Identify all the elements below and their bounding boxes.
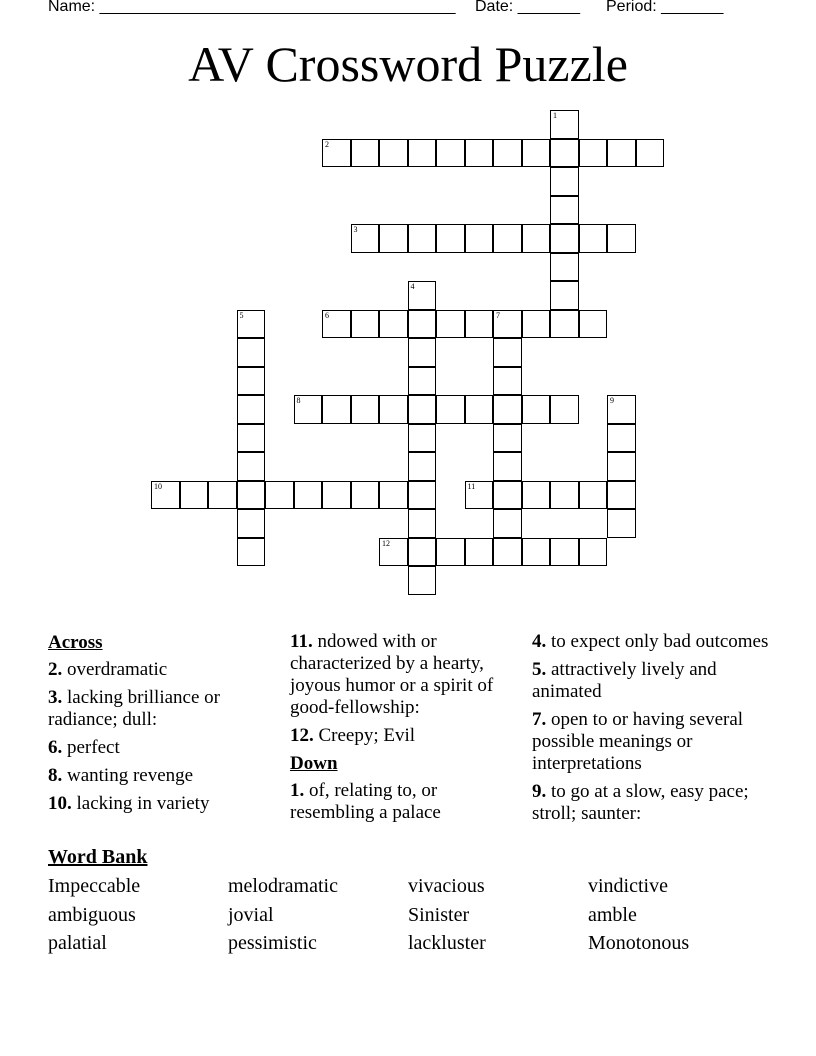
clue-down-1: 1. of, relating to, or resembling a palace [290, 780, 441, 823]
crossword-cell[interactable] [607, 424, 636, 453]
crossword-cell[interactable] [436, 310, 465, 339]
word-bank-item: Monotonous [588, 932, 690, 954]
crossword-cell[interactable] [493, 452, 522, 481]
crossword-cell[interactable] [351, 481, 380, 510]
crossword-cell[interactable] [379, 310, 408, 339]
date-field-label: Date: _______ [475, 0, 580, 15]
clue-number-label: 8 [296, 396, 301, 405]
crossword-cell[interactable] [408, 281, 437, 310]
crossword-cell[interactable] [322, 139, 351, 168]
period-field-label: Period: _______ [606, 0, 724, 15]
crossword-cell[interactable] [379, 139, 408, 168]
crossword-cell[interactable] [607, 481, 636, 510]
clue-across-3: 3. lacking brilliance or radiance; dull: [48, 687, 220, 730]
down-heading: Down [290, 753, 338, 774]
clue-across-10: 10. lacking in variety [48, 793, 210, 814]
crossword-cell[interactable] [522, 139, 551, 168]
crossword-cell[interactable] [237, 424, 266, 453]
crossword-cell[interactable] [465, 481, 494, 510]
crossword-cell[interactable] [294, 481, 323, 510]
clue-across-11: 11. ndowed with or characterized by a hearty, joyous humor or a spirit of good-fellowship: [290, 631, 494, 718]
clue-number-label: 7 [496, 310, 500, 320]
crossword-cell[interactable] [579, 139, 608, 168]
crossword-cell[interactable] [607, 224, 636, 253]
clue-across-8: 8. wanting revenge [48, 765, 194, 786]
crossword-cell[interactable] [351, 224, 380, 253]
clue-number-label: 2 [325, 139, 329, 149]
crossword-cell[interactable] [550, 310, 579, 339]
crossword-cell[interactable] [237, 509, 266, 538]
across-heading: Across [48, 632, 103, 653]
crossword-cell[interactable] [493, 310, 522, 339]
crossword-cell[interactable] [493, 538, 522, 567]
word-bank-item: jovial [228, 904, 274, 926]
clue-number-label: 5 [239, 310, 244, 320]
crossword-cell[interactable] [493, 367, 522, 396]
crossword-cell[interactable] [493, 224, 522, 253]
crossword-cell[interactable] [379, 481, 408, 510]
crossword-cell[interactable] [208, 481, 237, 510]
crossword-cell[interactable] [237, 481, 266, 510]
crossword-cell[interactable] [522, 395, 551, 424]
clue-number-label: 10 [154, 481, 162, 491]
clue-down-4: 4. to expect only bad outcomes [532, 631, 769, 652]
crossword-cell[interactable] [408, 424, 437, 453]
clue-down-7: 7. open to or having several possible meanings or interpretations [532, 709, 744, 774]
clues-column-1 [48, 632, 273, 821]
crossword-cell[interactable] [493, 139, 522, 168]
crossword-cell[interactable] [550, 281, 579, 310]
crossword-cell[interactable] [351, 139, 380, 168]
page-title: AV Crossword Puzzle [188, 36, 628, 92]
word-bank-item: vivacious [408, 875, 485, 897]
crossword-cell[interactable] [151, 481, 180, 510]
crossword-cell[interactable] [579, 224, 608, 253]
crossword-cell[interactable] [237, 452, 266, 481]
crossword-cell[interactable] [522, 538, 551, 567]
crossword-cell[interactable] [465, 395, 494, 424]
crossword-cell[interactable] [408, 367, 437, 396]
clue-number-label: 11 [467, 481, 476, 491]
crossword-cell[interactable] [550, 196, 579, 225]
crossword-cell[interactable] [465, 224, 494, 253]
crossword-cell[interactable] [180, 481, 209, 510]
crossword-cell[interactable] [408, 139, 437, 168]
clue-number-label: 1 [553, 111, 557, 120]
word-bank-item: vindictive [588, 875, 668, 897]
crossword-cell[interactable] [550, 224, 579, 253]
word-bank-item: Sinister [408, 904, 470, 926]
crossword-cell[interactable] [436, 395, 465, 424]
crossword-cell[interactable] [351, 395, 380, 424]
crossword-cell[interactable] [550, 110, 579, 139]
clue-across-6: 6. perfect [48, 737, 120, 758]
crossword-cell[interactable] [294, 395, 323, 424]
crossword-cell[interactable] [237, 338, 266, 367]
crossword-cell[interactable] [550, 253, 579, 282]
crossword-cell[interactable] [522, 310, 551, 339]
crossword-cell[interactable] [493, 424, 522, 453]
crossword-cell[interactable] [408, 452, 437, 481]
crossword-cell[interactable] [408, 224, 437, 253]
crossword-cell[interactable] [436, 538, 465, 567]
crossword-cell[interactable] [322, 310, 351, 339]
crossword-cell[interactable] [408, 566, 437, 595]
crossword-cell[interactable] [550, 538, 579, 567]
crossword-cell[interactable] [465, 310, 494, 339]
crossword-cell[interactable] [379, 395, 408, 424]
crossword-cell[interactable] [379, 224, 408, 253]
clue-number-label: 4 [410, 282, 415, 291]
crossword-cell[interactable] [237, 538, 266, 567]
clue-number-label: 9 [610, 396, 614, 405]
crossword-cell[interactable] [579, 310, 608, 339]
crossword-cell[interactable] [550, 395, 579, 424]
word-bank-item: lackluster [408, 932, 486, 954]
crossword-cell[interactable] [408, 310, 437, 339]
clue-number-label: 3 [353, 225, 358, 234]
crossword-cell[interactable] [522, 224, 551, 253]
crossword-cell[interactable] [607, 139, 636, 168]
word-bank-item: Impeccable [48, 875, 141, 897]
crossword-cell[interactable] [408, 509, 437, 538]
crossword-cell[interactable] [408, 481, 437, 510]
name-field-label: Name: ________________________________________ [48, 0, 456, 15]
crossword-cell[interactable] [607, 509, 636, 538]
crossword-cell[interactable] [493, 509, 522, 538]
clues-column-2 [290, 631, 522, 830]
clues-column-3 [532, 631, 772, 831]
crossword-cell[interactable] [465, 538, 494, 567]
word-bank-item: amble [588, 904, 637, 926]
crossword-cell[interactable] [550, 139, 579, 168]
crossword-cell[interactable] [265, 481, 294, 510]
crossword-cell[interactable] [550, 167, 579, 196]
clue-across-2: 2. overdramatic [48, 659, 168, 680]
crossword-cell[interactable] [607, 452, 636, 481]
clue-number-label: 12 [382, 538, 390, 548]
clue-across-12: 12. Creepy; Evil [290, 725, 416, 746]
word-bank-item: palatial [48, 932, 107, 954]
word-bank-item: pessimistic [228, 932, 317, 954]
word-bank-heading: Word Bank [48, 846, 148, 868]
crossword-cell[interactable] [408, 395, 437, 424]
crossword-cell[interactable] [322, 395, 351, 424]
crossword-cell[interactable] [237, 310, 266, 339]
crossword-cell[interactable] [579, 538, 608, 567]
clue-down-5: 5. attractively lively and animated [532, 659, 717, 702]
crossword-cell[interactable] [408, 538, 437, 567]
crossword-cell[interactable] [579, 481, 608, 510]
clue-number-label: 6 [325, 310, 329, 320]
crossword-cell[interactable] [636, 139, 665, 168]
crossword-cell[interactable] [379, 538, 408, 567]
crossword-cell[interactable] [436, 139, 465, 168]
word-bank-item: ambiguous [48, 904, 136, 926]
crossword-cell[interactable] [436, 224, 465, 253]
clue-down-9: 9. to go at a slow, easy pace; stroll; saunter: [532, 781, 749, 824]
crossword-cell[interactable] [237, 395, 266, 424]
crossword-cell[interactable] [322, 481, 351, 510]
crossword-cell[interactable] [522, 481, 551, 510]
crossword-cell[interactable] [351, 310, 380, 339]
crossword-cell[interactable] [465, 139, 494, 168]
crossword-cell[interactable] [493, 338, 522, 367]
crossword-cell[interactable] [493, 395, 522, 424]
crossword-cell[interactable] [237, 367, 266, 396]
word-bank-item: melodramatic [228, 875, 338, 897]
crossword-cell[interactable] [493, 481, 522, 510]
crossword-cell[interactable] [408, 338, 437, 367]
crossword-cell[interactable] [607, 395, 636, 424]
crossword-cell[interactable] [550, 481, 579, 510]
